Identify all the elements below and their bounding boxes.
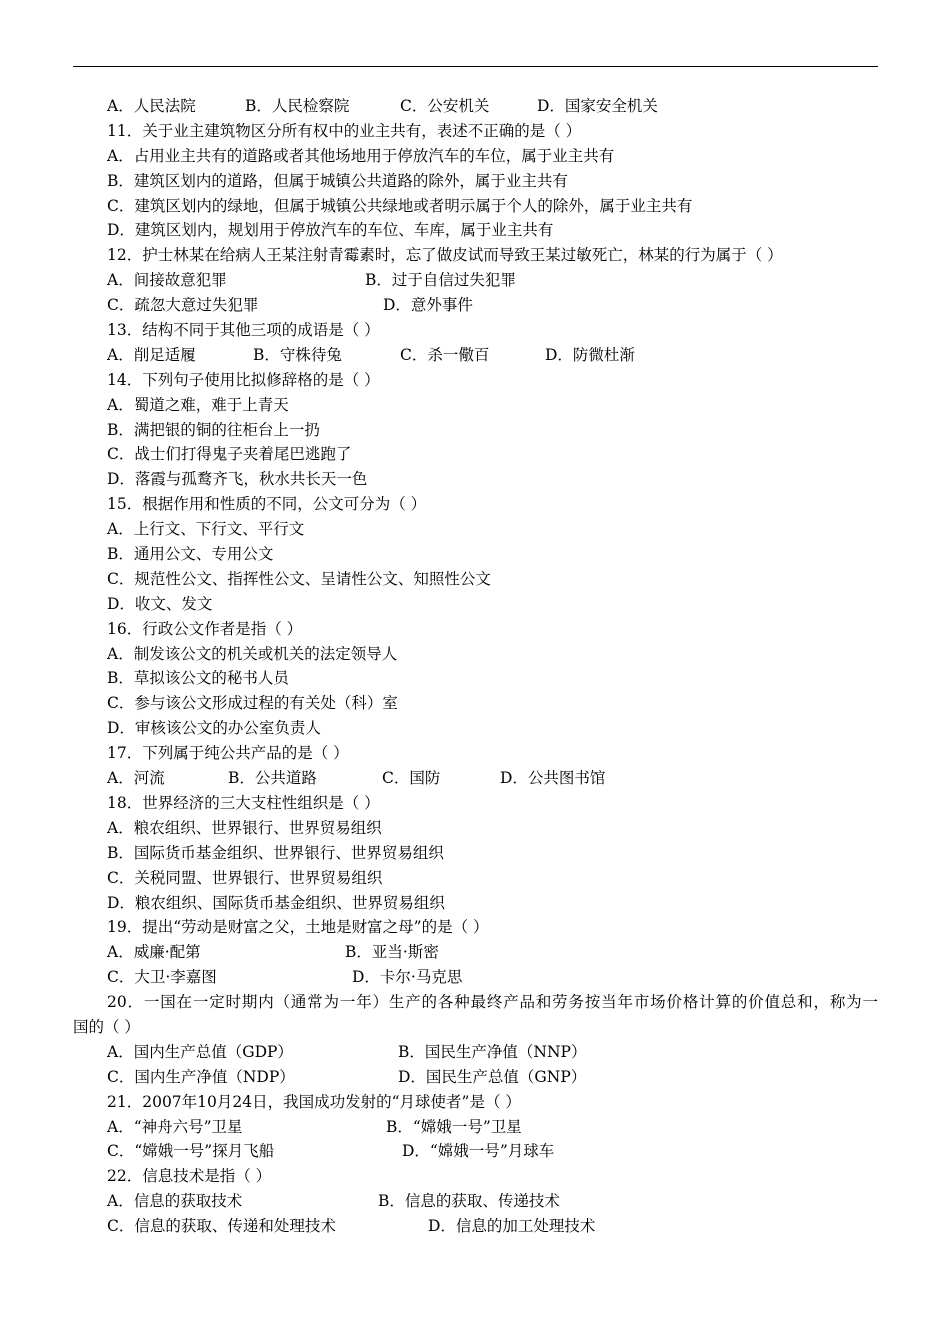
option-text: A．制发该公文的机关或机关的法定领导人 — [107, 644, 398, 663]
option-text: C．战士们打得鬼子夹着尾巴逃跑了 — [107, 445, 352, 464]
text-line — [0, 965, 950, 990]
text-line — [0, 642, 950, 667]
text-line — [0, 990, 950, 1015]
question-text: 11．关于业主建筑物区分所有权中的业主共有，表述不正确的是（ ） — [107, 121, 582, 140]
option-text: A．蜀道之难，难于上青天 — [107, 395, 289, 414]
text-line — [0, 1164, 950, 1189]
text-line — [0, 666, 950, 691]
text-line — [0, 915, 950, 940]
option-text: B．人民检察院 — [245, 97, 350, 115]
option-text: B．通用公文、专用公文 — [107, 545, 274, 564]
option-text: B．国民生产净值（NNP） — [398, 1042, 587, 1061]
option-text: A．信息的获取技术 — [107, 1192, 243, 1211]
option-text: D．建筑区划内，规划用于停放汽车的车位、车库，属于业主共有 — [107, 221, 554, 240]
option-text: C．公安机关 — [400, 97, 490, 115]
text-line — [0, 1040, 950, 1065]
option-text: C．国防 — [382, 769, 441, 788]
question-text: 18．世界经济的三大支柱性组织是（ ） — [107, 793, 380, 812]
option-text: A．占用业主共有的道路或者其他场地用于停放汽车的车位，属于业主共有 — [107, 146, 615, 165]
text-line — [0, 617, 950, 642]
option-text: D．收文、发文 — [107, 594, 213, 613]
text-line — [0, 268, 950, 293]
option-text: D．“嫦娥一号”月球车 — [402, 1142, 555, 1161]
text-line — [0, 293, 950, 318]
text-line — [0, 1015, 950, 1040]
option-text: D．意外事件 — [383, 296, 473, 315]
option-text: A．削足适履 — [107, 345, 196, 364]
option-text: A．河流 — [107, 769, 165, 788]
option-text: D．公共图书馆 — [500, 769, 606, 788]
question-text: 22．信息技术是指（ ） — [107, 1167, 272, 1186]
text-line — [0, 716, 950, 741]
question-text: 17．下列属于纯公共产品的是（ ） — [107, 744, 349, 763]
text-line — [0, 1090, 950, 1115]
text-line — [0, 393, 950, 418]
option-text: B．“嫦娥一号”卫星 — [386, 1117, 522, 1136]
option-text: B．建筑区划内的道路，但属于城镇公共道路的除外，属于业主共有 — [107, 171, 568, 190]
text-line — [0, 1189, 950, 1214]
question-text: 13．结构不同于其他三项的成语是（ ） — [107, 321, 380, 340]
option-text: A．威廉·配第 — [107, 943, 201, 962]
text-line — [0, 418, 950, 443]
text-line — [0, 866, 950, 891]
option-text: D．信息的加工处理技术 — [428, 1217, 596, 1236]
text-line — [0, 119, 950, 144]
text-line — [0, 467, 950, 492]
question-text: 16．行政公文作者是指（ ） — [107, 619, 303, 638]
option-text: D．粮农组织、国际货币基金组织、世界贸易组织 — [107, 893, 445, 912]
option-text: C．杀一儆百 — [400, 345, 490, 364]
text-line — [0, 791, 950, 816]
text-line — [0, 94, 950, 119]
option-text: C．国内生产净值（NDP） — [107, 1067, 295, 1086]
text-line — [0, 169, 950, 194]
option-text: A．粮农组织、世界银行、世界贸易组织 — [107, 818, 382, 837]
text-line — [0, 343, 950, 368]
text-line — [0, 816, 950, 841]
option-text: A．人民法院 — [107, 97, 196, 115]
text-line — [0, 567, 950, 592]
question-text: 12．护士林某在给病人王某注射青霉素时，忘了做皮试而导致王某过敏死亡，林某的行为属于（ ） — [107, 246, 783, 265]
option-text: D．国家安全机关 — [537, 97, 658, 115]
option-text: C．建筑区划内的绿地，但属于城镇公共绿地或者明示属于个人的除外，属于业主共有 — [107, 196, 693, 215]
option-text: D．落霞与孤鹜齐飞，秋水共长天一色 — [107, 470, 368, 489]
question-text: 21．2007年10月24日，我国成功发射的“月球使者”是（ ） — [107, 1092, 521, 1111]
header-rule — [73, 66, 878, 67]
text-line — [0, 442, 950, 467]
exam-page-content — [0, 94, 950, 1239]
text-line — [0, 492, 950, 517]
text-line — [0, 741, 950, 766]
option-text: B．亚当·斯密 — [345, 943, 439, 962]
option-text: B．草拟该公文的秘书人员 — [107, 669, 289, 688]
question-text: 14．下列句子使用比拟修辞格的是（ ） — [107, 370, 380, 389]
question-text: 20．一国在一定时期内（通常为一年）生产的各种最终产品和劳务按当年市场价格计算的价值总和，称为一 — [107, 993, 878, 1012]
option-text: B．国际货币基金组织、世界银行、世界贸易组织 — [107, 843, 444, 862]
option-text: D．防微杜渐 — [545, 345, 635, 364]
option-text: C．关税同盟、世界银行、世界贸易组织 — [107, 868, 383, 887]
question-text: 19．提出“劳动是财富之父，土地是财富之母”的是（ ） — [107, 918, 489, 937]
option-text: C．规范性公文、指挥性公文、呈请性公文、知照性公文 — [107, 569, 491, 588]
option-text: B．满把银的铜的往柜台上一扔 — [107, 420, 320, 439]
text-line — [0, 766, 950, 791]
option-text: C．疏忽大意过失犯罪 — [107, 296, 259, 315]
text-line — [0, 517, 950, 542]
text-line — [0, 243, 950, 268]
question-text: 15．根据作用和性质的不同，公文可分为（ ） — [107, 495, 427, 514]
option-text: B．过于自信过失犯罪 — [365, 271, 516, 290]
option-text: D．卡尔·马克思 — [352, 968, 463, 987]
text-line — [0, 1214, 950, 1239]
option-text: 国的（ ） — [73, 1017, 140, 1036]
text-line — [0, 218, 950, 243]
option-text: D．国民生产总值（GNP） — [398, 1067, 587, 1086]
option-text: C．大卫·李嘉图 — [107, 968, 217, 987]
option-text: A．上行文、下行文、平行文 — [107, 520, 305, 539]
option-text: C．参与该公文形成过程的有关处（科）室 — [107, 694, 398, 713]
text-line — [0, 1065, 950, 1090]
option-text: B．守株待兔 — [253, 345, 342, 364]
text-line — [0, 368, 950, 393]
text-line — [0, 891, 950, 916]
option-text: A．国内生产总值（GDP） — [107, 1042, 293, 1061]
text-line — [0, 542, 950, 567]
option-text: C．信息的获取、传递和处理技术 — [107, 1217, 336, 1236]
text-line — [0, 318, 950, 343]
text-line — [0, 940, 950, 965]
option-text: A．“神舟六号”卫星 — [107, 1117, 243, 1136]
option-text: B．信息的获取、传递技术 — [378, 1192, 560, 1211]
option-text: B．公共道路 — [228, 769, 317, 788]
option-text: D．审核该公文的办公室负责人 — [107, 719, 321, 738]
text-line — [0, 144, 950, 169]
text-line — [0, 1139, 950, 1164]
text-line — [0, 691, 950, 716]
option-text: C．“嫦娥一号”探月飞船 — [107, 1142, 275, 1161]
option-text: A．间接故意犯罪 — [107, 271, 227, 290]
text-line — [0, 194, 950, 219]
text-line — [0, 841, 950, 866]
text-line — [0, 1115, 950, 1140]
text-line — [0, 592, 950, 617]
